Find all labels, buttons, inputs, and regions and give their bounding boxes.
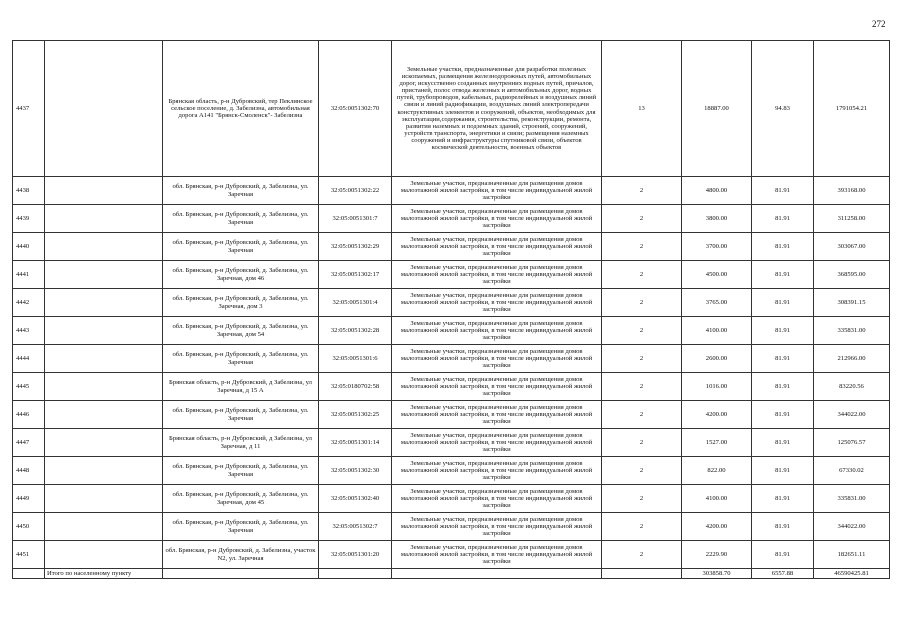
group-cell: 2 <box>602 541 682 569</box>
table-row <box>13 205 890 233</box>
area-cell: 1527.00 <box>682 429 752 457</box>
rate-cell: 81.91 <box>752 541 814 569</box>
address-cell: обл. Брянская, р-н Дубровский, д. Забелизна, ул. Заречная <box>163 345 319 373</box>
group-cell: 2 <box>602 429 682 457</box>
land-purpose-cell: Земельные участки, предназначенные для размещения домов малоэтажной жилой застройки, в том числе индивидуальной жилой застройки <box>392 205 602 233</box>
table-row <box>13 41 890 177</box>
total-rate: 6557.88 <box>752 569 814 579</box>
value-cell: 83220.56 <box>814 373 890 401</box>
value-cell: 344022.00 <box>814 401 890 429</box>
cadastral-number-cell: 32:05:0051302:22 <box>319 177 392 205</box>
address-cell: обл. Брянская, р-н Дубровский, д. Забелизна, ул. Заречная, дом 54 <box>163 317 319 345</box>
area-cell: 4800.00 <box>682 177 752 205</box>
land-purpose-cell: Земельные участки, предназначенные для размещения домов малоэтажной жилой застройки, в том числе индивидуальной жилой застройки <box>392 541 602 569</box>
area-cell: 3700.00 <box>682 233 752 261</box>
rate-cell: 81.91 <box>752 513 814 541</box>
address-cell: Брянская область, р-н Дубровский, тер Пеклинское сельское поселение, д. Забелизна, автомобильная дорога А141 "Брянск-Смоленск"- Забелизна <box>163 41 319 177</box>
address-cell: Брянская область, р-н Дубровский, д Забелизна, ул Заречная, д 15 А <box>163 373 319 401</box>
group-cell: 2 <box>602 177 682 205</box>
value-cell: 344022.00 <box>814 513 890 541</box>
row-number: 4446 <box>13 401 45 429</box>
row-number: 4445 <box>13 373 45 401</box>
empty-cell <box>45 541 163 569</box>
total-row <box>13 569 890 579</box>
group-cell: 2 <box>602 513 682 541</box>
row-number: 4443 <box>13 317 45 345</box>
group-cell: 2 <box>602 317 682 345</box>
value-cell: 125076.57 <box>814 429 890 457</box>
land-purpose-cell: Земельные участки, предназначенные для размещения домов малоэтажной жилой застройки, в том числе индивидуальной жилой застройки <box>392 513 602 541</box>
row-number: 4441 <box>13 261 45 289</box>
area-cell: 1016.00 <box>682 373 752 401</box>
empty-cell <box>13 569 45 579</box>
rate-cell: 81.91 <box>752 261 814 289</box>
rate-cell: 94.83 <box>752 41 814 177</box>
rate-cell: 81.91 <box>752 401 814 429</box>
area-cell: 4500.00 <box>682 261 752 289</box>
rate-cell: 81.91 <box>752 373 814 401</box>
total-label: Итого по населенному пункту <box>45 569 163 579</box>
land-purpose-cell: Земельные участки, предназначенные для размещения домов малоэтажной жилой застройки, в том числе индивидуальной жилой застройки <box>392 373 602 401</box>
value-cell: 335831.00 <box>814 317 890 345</box>
area-cell: 4200.00 <box>682 401 752 429</box>
rate-cell: 81.91 <box>752 429 814 457</box>
area-cell: 2600.00 <box>682 345 752 373</box>
cadastral-number-cell: 32:05:0051301:4 <box>319 289 392 317</box>
empty-cell <box>163 569 319 579</box>
group-cell: 2 <box>602 233 682 261</box>
value-cell: 303067.00 <box>814 233 890 261</box>
rate-cell: 81.91 <box>752 205 814 233</box>
land-purpose-cell: Земельные участки, предназначенные для размещения домов малоэтажной жилой застройки, в том числе индивидуальной жилой застройки <box>392 177 602 205</box>
rate-cell: 81.91 <box>752 233 814 261</box>
page-number: 272 <box>872 19 886 29</box>
area-cell: 3765.00 <box>682 289 752 317</box>
table-row <box>13 429 890 457</box>
empty-cell <box>45 457 163 485</box>
address-cell: Брянская область, р-н Дубровский, д Забелизна, ул Заречная, д 11 <box>163 429 319 457</box>
rate-cell: 81.91 <box>752 457 814 485</box>
cadastral-number-cell: 32:05:0051302:17 <box>319 261 392 289</box>
group-cell: 13 <box>602 41 682 177</box>
value-cell: 393168.00 <box>814 177 890 205</box>
address-cell: обл. Брянская, р-н Дубровский, д. Забелизна, ул. Заречная, дом 46 <box>163 261 319 289</box>
empty-cell <box>45 485 163 513</box>
group-cell: 2 <box>602 205 682 233</box>
cadastral-number-cell: 32:05:0051301:7 <box>319 205 392 233</box>
row-number: 4438 <box>13 177 45 205</box>
cadastral-number-cell: 32:05:0051302:7 <box>319 513 392 541</box>
empty-cell <box>45 429 163 457</box>
empty-cell <box>45 233 163 261</box>
land-purpose-cell: Земельные участки, предназначенные для размещения домов малоэтажной жилой застройки, в том числе индивидуальной жилой застройки <box>392 457 602 485</box>
value-cell: 212966.00 <box>814 345 890 373</box>
group-cell: 2 <box>602 485 682 513</box>
cadastral-number-cell: 32:05:0051302:70 <box>319 41 392 177</box>
rate-cell: 81.91 <box>752 345 814 373</box>
address-cell: обл. Брянская, р-н Дубровский, д. Забелизна, участок N2, ул. Заречная <box>163 541 319 569</box>
cadastral-number-cell: 32:05:0051301:20 <box>319 541 392 569</box>
table-row <box>13 177 890 205</box>
table-body <box>13 41 890 579</box>
row-number: 4449 <box>13 485 45 513</box>
cadastral-number-cell: 32:05:0051302:40 <box>319 485 392 513</box>
empty-cell <box>45 345 163 373</box>
total-area: 303858.70 <box>682 569 752 579</box>
row-number: 4440 <box>13 233 45 261</box>
cadastral-number-cell: 32:05:0051302:29 <box>319 233 392 261</box>
value-cell: 308391.15 <box>814 289 890 317</box>
row-number: 4439 <box>13 205 45 233</box>
row-number: 4444 <box>13 345 45 373</box>
value-cell: 368595.00 <box>814 261 890 289</box>
row-number: 4451 <box>13 541 45 569</box>
area-cell: 2229.90 <box>682 541 752 569</box>
empty-cell <box>319 569 392 579</box>
table-row <box>13 541 890 569</box>
area-cell: 4200.00 <box>682 513 752 541</box>
value-cell: 311258.00 <box>814 205 890 233</box>
land-purpose-cell: Земельные участки, предназначенные для размещения домов малоэтажной жилой застройки, в том числе индивидуальной жилой застройки <box>392 429 602 457</box>
empty-cell <box>45 373 163 401</box>
group-cell: 2 <box>602 289 682 317</box>
empty-cell <box>45 261 163 289</box>
rate-cell: 81.91 <box>752 177 814 205</box>
table-row <box>13 373 890 401</box>
land-purpose-cell: Земельные участки, предназначенные для размещения домов малоэтажной жилой застройки, в том числе индивидуальной жилой застройки <box>392 289 602 317</box>
address-cell: обл. Брянская, р-н Дубровский, д. Забелизна, ул. Заречная <box>163 177 319 205</box>
group-cell: 2 <box>602 457 682 485</box>
empty-cell <box>45 205 163 233</box>
row-number: 4448 <box>13 457 45 485</box>
address-cell: обл. Брянская, р-н Дубровский, д. Забелизна, ул. Заречная <box>163 401 319 429</box>
table-row <box>13 345 890 373</box>
cadastral-number-cell: 32:05:0051302:25 <box>319 401 392 429</box>
total-value: 46590425.81 <box>814 569 890 579</box>
address-cell: обл. Брянская, р-н Дубровский, д. Забелизна, ул. Заречная, дом 45 <box>163 485 319 513</box>
table-row <box>13 233 890 261</box>
group-cell: 2 <box>602 345 682 373</box>
row-number: 4442 <box>13 289 45 317</box>
land-purpose-cell: Земельные участки, предназначенные для размещения домов малоэтажной жилой застройки, в том числе индивидуальной жилой застройки <box>392 401 602 429</box>
address-cell: обл. Брянская, р-н Дубровский, д. Забелизна, ул. Заречная <box>163 513 319 541</box>
empty-cell <box>45 177 163 205</box>
group-cell: 2 <box>602 261 682 289</box>
value-cell: 182651.11 <box>814 541 890 569</box>
table-row <box>13 401 890 429</box>
row-number: 4447 <box>13 429 45 457</box>
table-row <box>13 289 890 317</box>
area-cell: 4100.00 <box>682 485 752 513</box>
value-cell: 1791054.21 <box>814 41 890 177</box>
area-cell: 4100.00 <box>682 317 752 345</box>
rate-cell: 81.91 <box>752 485 814 513</box>
land-purpose-cell: Земельные участки, предназначенные для размещения домов малоэтажной жилой застройки, в том числе индивидуальной жилой застройки <box>392 485 602 513</box>
area-cell: 18887.00 <box>682 41 752 177</box>
empty-cell <box>45 41 163 177</box>
land-purpose-cell: Земельные участки, предназначенные для размещения домов малоэтажной жилой застройки, в том числе индивидуальной жилой застройки <box>392 317 602 345</box>
address-cell: обл. Брянская, р-н Дубровский, д. Забелизна, ул. Заречная, дом 3 <box>163 289 319 317</box>
table-row <box>13 457 890 485</box>
land-purpose-cell: Земельные участки, предназначенные для размещения домов малоэтажной жилой застройки, в том числе индивидуальной жилой застройки <box>392 233 602 261</box>
table-row <box>13 485 890 513</box>
empty-cell <box>602 569 682 579</box>
group-cell: 2 <box>602 401 682 429</box>
rate-cell: 81.91 <box>752 317 814 345</box>
address-cell: обл. Брянская, р-н Дубровский, д. Забелизна, ул. Заречная <box>163 205 319 233</box>
cadastral-number-cell: 32:05:0051302:28 <box>319 317 392 345</box>
value-cell: 67330.02 <box>814 457 890 485</box>
cadastral-number-cell: 32:05:0051301:14 <box>319 429 392 457</box>
row-number: 4450 <box>13 513 45 541</box>
address-cell: обл. Брянская, р-н Дубровский, д. Забелизна, ул. Заречная <box>163 233 319 261</box>
empty-cell <box>45 289 163 317</box>
land-purpose-cell: Земельные участки, предназначенные для разработки полезных ископаемых, размещения железнодорожных путей, автомобильных дорог, искусственно созданных внутренних водных путей, причалов, пристаней, полос отвода железных и автомобильных дорог, водных путей, трубопроводов, кабельных, радиорелейных и воздушных линий связи и линий радиофикации, воздушных линий электропередачи конструктивных элементов и сооружений, объектов, необходимых для эксплуатации,содержания, строительства, реконструкции, ремонта, развития наземных и подземных зданий, строений, сооружений, устройств транспорта, энергетики и связи; размещения наземных сооружений и инфраструктуры спутниковой связи, объектов космической деятельности, военных объектов <box>392 41 602 177</box>
table-row <box>13 513 890 541</box>
land-purpose-cell: Земельные участки, предназначенные для размещения домов малоэтажной жилой застройки, в том числе индивидуальной жилой застройки <box>392 261 602 289</box>
cadastral-number-cell: 32:05:0180702:58 <box>319 373 392 401</box>
cadastral-number-cell: 32:05:0051301:6 <box>319 345 392 373</box>
value-cell: 335831.00 <box>814 485 890 513</box>
group-cell: 2 <box>602 373 682 401</box>
empty-cell <box>45 401 163 429</box>
empty-cell <box>45 513 163 541</box>
empty-cell <box>45 317 163 345</box>
table-row <box>13 317 890 345</box>
area-cell: 822.00 <box>682 457 752 485</box>
cadastral-value-table <box>12 40 890 579</box>
table-row <box>13 261 890 289</box>
area-cell: 3800.00 <box>682 205 752 233</box>
land-purpose-cell: Земельные участки, предназначенные для размещения домов малоэтажной жилой застройки, в том числе индивидуальной жилой застройки <box>392 345 602 373</box>
row-number: 4437 <box>13 41 45 177</box>
empty-cell <box>392 569 602 579</box>
cadastral-number-cell: 32:05:0051302:30 <box>319 457 392 485</box>
rate-cell: 81.91 <box>752 289 814 317</box>
address-cell: обл. Брянская, р-н Дубровский, д. Забелизна, ул. Заречная <box>163 457 319 485</box>
